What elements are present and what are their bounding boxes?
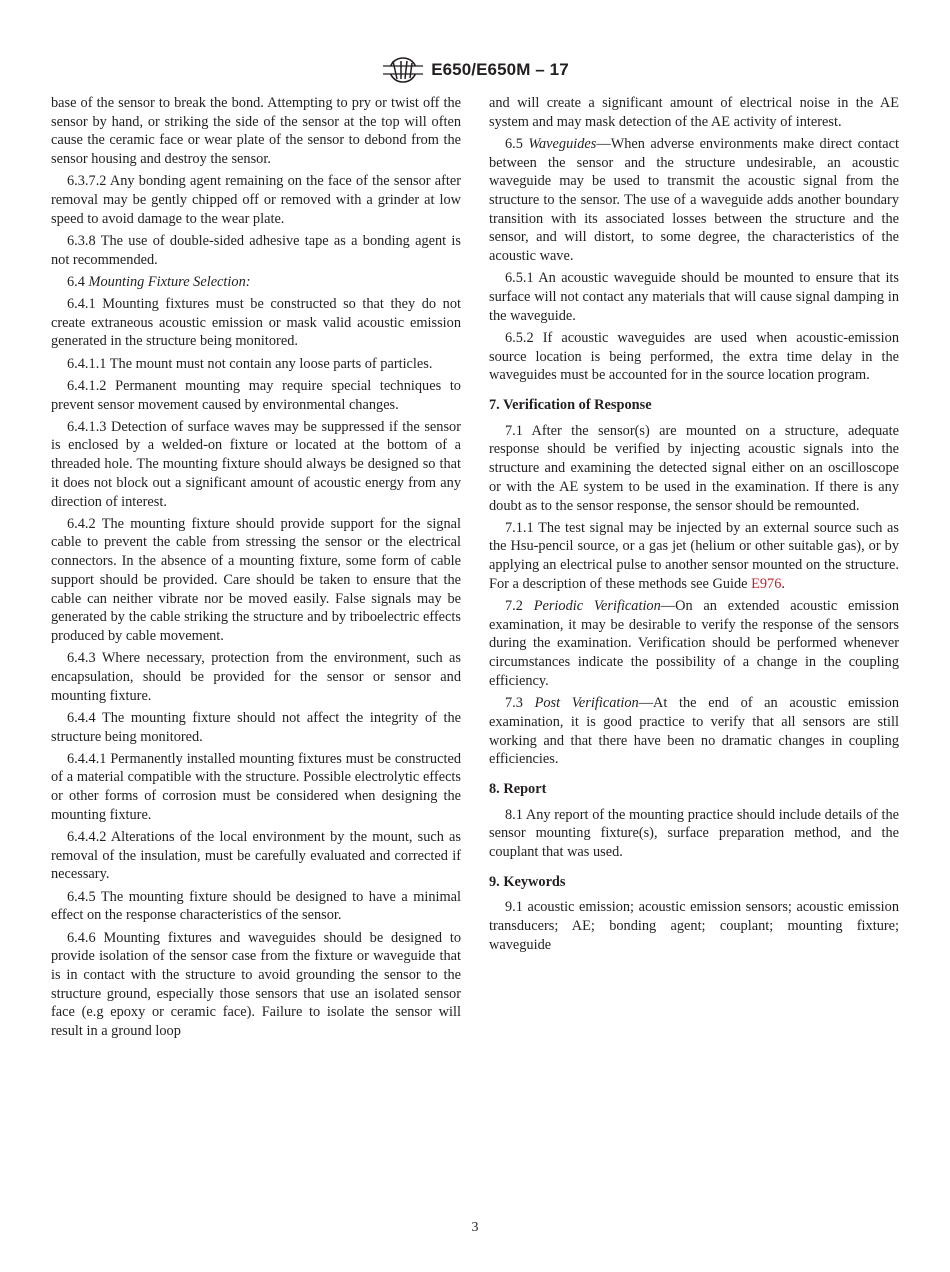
paragraph-6-4-1-1: 6.4.1.1 The mount must not contain any loose parts of particles. [67, 355, 433, 372]
paragraph-6-3-7-2: 6.3.7.2 Any bonding agent remaining on the face of the sensor after removal may be gently chipped off or removed with a grinder at low speed to avoid damage to the wear plate. [51, 173, 461, 227]
paragraph-8-1: 8.1 Any report of the mounting practice should include details of the sensor mounting fixture(s), surface preparation method, and the couplant that was used. [489, 806, 899, 861]
right-column [489, 94, 899, 958]
page-number: 3 [471, 1220, 479, 1235]
paragraph-6-4-1-3: 6.4.1.3 Detection of surface waves may be suppressed if the sensor is enclosed by a welded-on fixture or located at the bottom of a threaded hole. The mounting fixture should always be designed so that it does not block out a significant amount of acoustic energy from any direction of interest. [51, 418, 461, 510]
section-heading-8: 8. Report [489, 780, 547, 797]
paragraph-6-5-1: 6.5.1 An acoustic waveguide should be mounted to ensure that its surface will not contact any materials that will cause signal damping in the waveguide. [489, 270, 899, 324]
page-header [0, 57, 950, 83]
paragraph-7-2: 7.2 Periodic Verification—On an extended acoustic emission examination, it may be desirable to verify the response of the sensors during the examination. Verification should be performed whenever circumstances indicate the possibility of a change in the coupling efficiency. [489, 598, 899, 689]
paragraph-6-4-5: 6.4.5 The mounting fixture should be designed to have a minimal effect on the response characteristics of the sensor. [51, 888, 462, 924]
paragraph-7-1-1: 7.1.1 The test signal may be injected by an external source such as the Hsu-pencil source, or a gas jet (helium or other suitable gas), or by applying an electrical pulse to another sensor mounted on the structure. For a description of these methods see Guide E976. [489, 519, 900, 592]
paragraph-9-1: 9.1 acoustic emission; acoustic emission sensors; acoustic emission transducers; AE; bonding agent; couplant; mounting fixture; waveguide [489, 899, 899, 953]
paragraph-6-4-4-1: 6.4.4.1 Permanently installed mounting fixtures must be constructed of a material compatible with the structure. Possible electrolytic effects or other forms of corrosion must be considered when designing the mounting fixture. [51, 750, 461, 823]
guide-e976-link[interactable]: E976 [751, 575, 782, 592]
paragraph-6-4-1-2: 6.4.1.2 Permanent mounting may require special techniques to prevent sensor movement caused by environmental changes. [51, 377, 461, 413]
paragraph-continuation: base of the sensor to break the bond. Attempting to pry or twist off the sensor by hand, or striking the side of the sensor at the top will often cause the ceramic face or wear plate of the sensor to debond from the sensor housing and destroy the sensor. [51, 95, 461, 168]
left-column [51, 94, 461, 1044]
section-heading-9: 9. Keywords [489, 873, 566, 890]
paragraph-7-3: 7.3 Post Verification—At the end of an acoustic emission examination, it is good practice to verify that all sensors are still working and that there have been no dramatic changes in coupling efficiencies. [489, 695, 900, 768]
document-designation: E650/E650M – 17 [431, 60, 569, 79]
paragraph-6-4: 6.4 Mounting Fixture Selection: [67, 273, 251, 290]
paragraph-6-4-6: 6.4.6 Mounting fixtures and waveguides should be designed to provide isolation of the sensor case from the fixture or waveguide that is in contact with the structure to avoid grounding the sensor to the structure ground, especially those sensors that use an isolated sensor face (e.g epoxy or ceramic face). Failure to isolate the sensor will result in a ground loop [51, 929, 461, 1040]
paragraph-7-1: 7.1 After the sensor(s) are mounted on a structure, adequate response should be verified by injecting acoustic signals into the structure and examining the detected signal either on an oscilloscope or with the AE system to be used in the examination. If there is any doubt as to the sensor response, the sensor should be remounted. [489, 422, 899, 514]
paragraph-6-4-2: 6.4.2 The mounting fixture should provide support for the signal cable to prevent the cable from stressing the sensor or the electrical connectors. In the absence of a mounting fixture, some form of cable support should be provided. Care should be taken to ensure that the cable can neither vibrate nor be moved easily. False signals may be generated by the cable striking the structure and by triboelectric effects produced by cable movement. [51, 515, 461, 644]
paragraph-continuation: and will create a significant amount of electrical noise in the AE system and may mask detection of the AE activity of interest. [489, 95, 899, 130]
astm-logo-icon [381, 57, 425, 83]
paragraph-6-5: 6.5 Waveguides—When adverse environments make direct contact between the sensor and the structure undesirable, an acoustic waveguide may be used to transmit the acoustic signal from the structure to the sensor. The use of a waveguide adds another boundary transition with its associated losses between the structure and the sensor, and will distort, to some degree, the characteristics of the acoustic wave. [489, 135, 900, 265]
section-heading-7: 7. Verification of Response [489, 397, 652, 414]
paragraph-6-4-4: 6.4.4 The mounting fixture should not affect the integrity of the structure being monitored. [51, 709, 461, 745]
paragraph-6-3-8: 6.3.8 The use of double-sided adhesive tape as a bonding agent is not recommended. [51, 232, 462, 268]
paragraph-6-5-2: 6.5.2 If acoustic waveguides are used when acoustic-emission source location is being performed, the extra time delay in the waveguides must be accounted for in the source location program. [489, 329, 899, 384]
paragraph-6-4-1: 6.4.1 Mounting fixtures must be constructed so that they do not create extraneous acoustic emission or mask valid acoustic emission generated in the structure being monitored. [51, 296, 461, 350]
paragraph-6-4-3: 6.4.3 Where necessary, protection from the environment, such as encapsulation, should be provided for the sensor or sensor and mounting fixture. [51, 650, 461, 704]
paragraph-6-4-4-2: 6.4.4.2 Alterations of the local environment by the mount, such as removal of the insulation, must be carefully evaluated and corrected if necessary. [51, 829, 462, 883]
